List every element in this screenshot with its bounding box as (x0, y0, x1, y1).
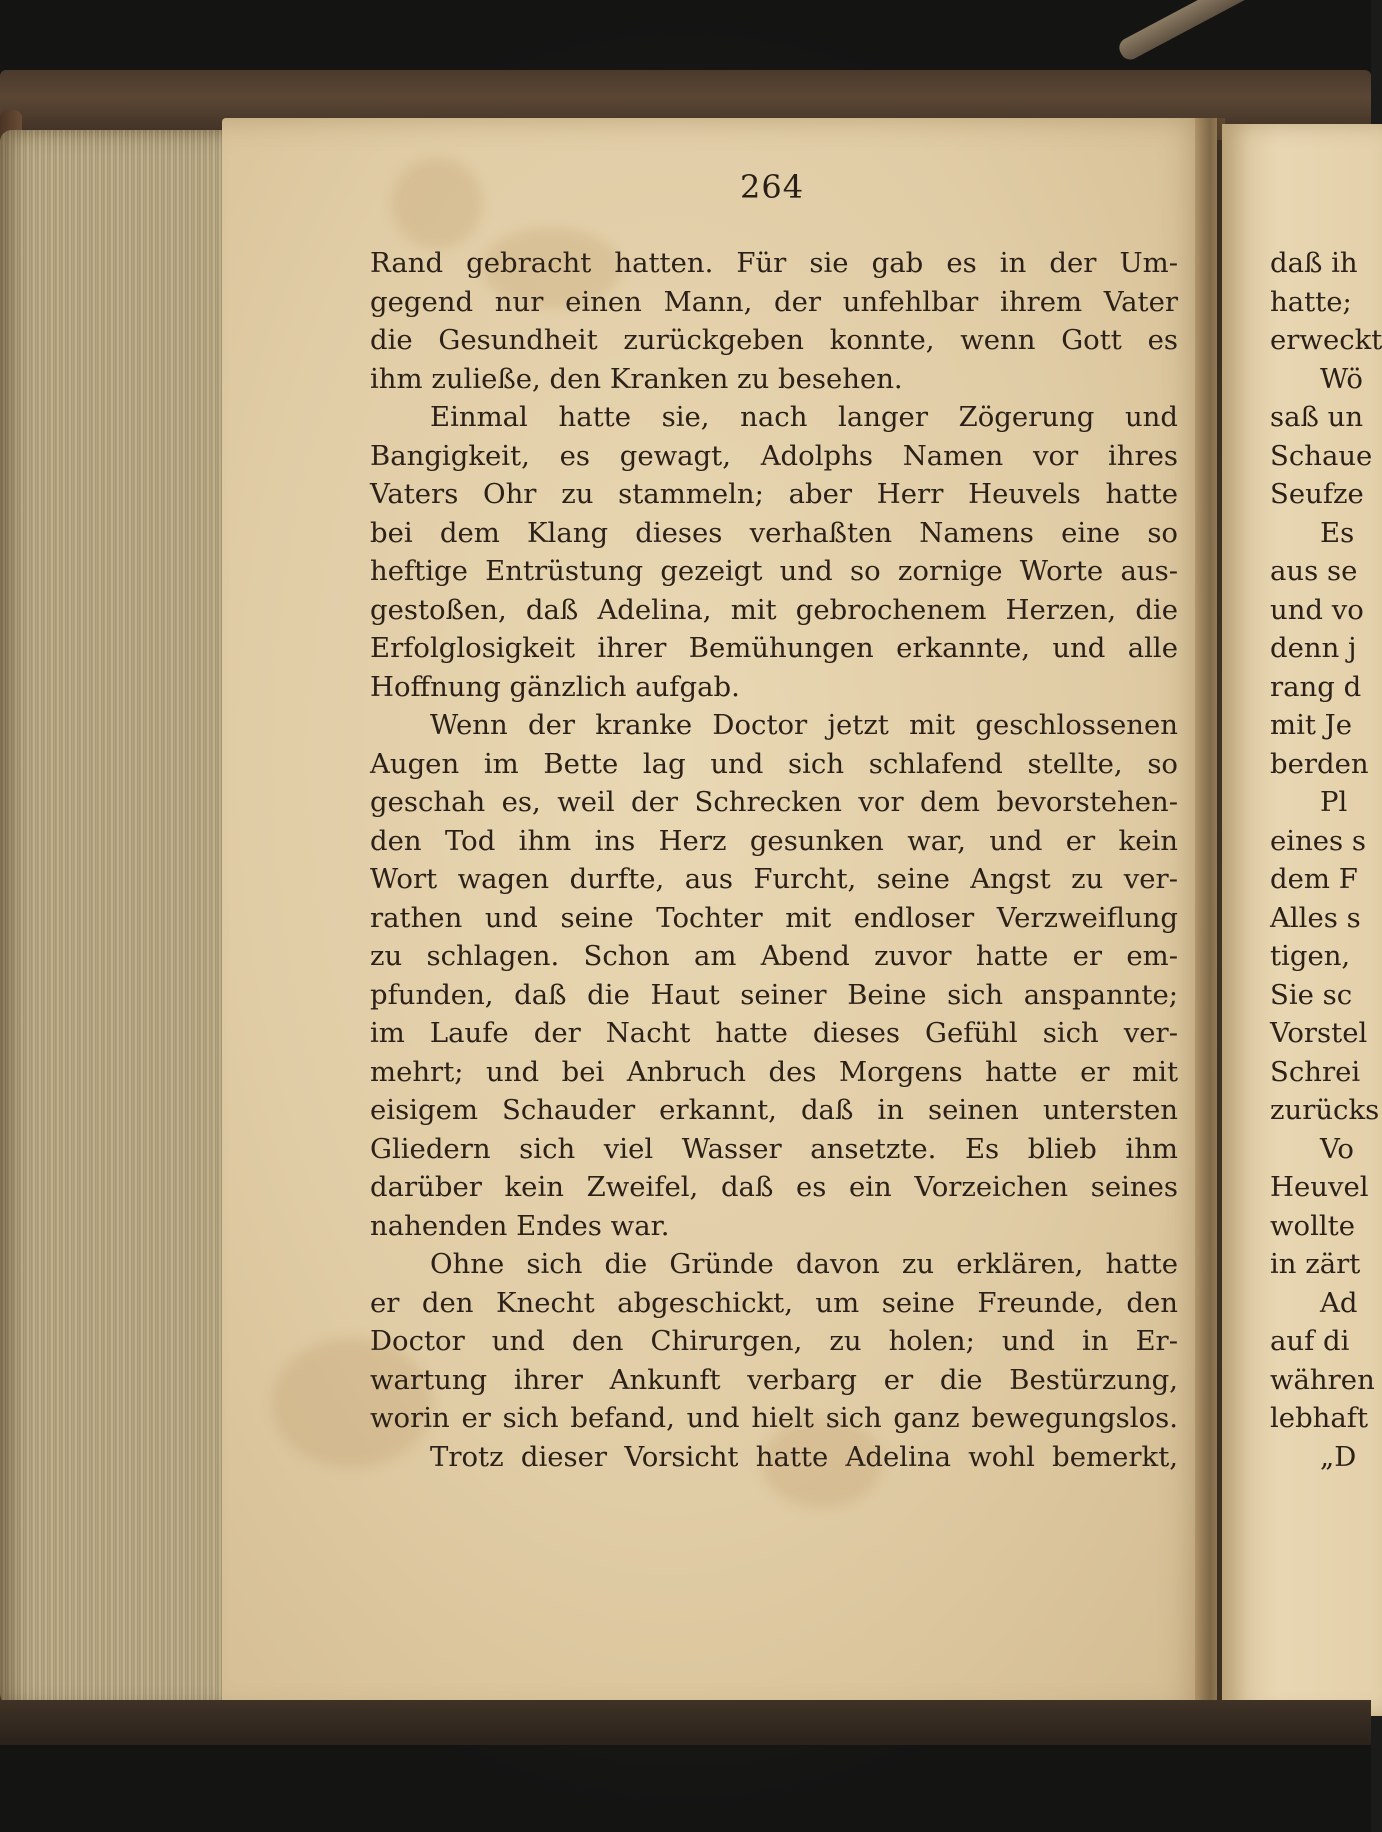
text-line: gestoßen, daß Adelina, mit gebrochenem Herzen, die (370, 593, 1178, 626)
text-line: Ohne sich die Gründe davon zu erklären, hatte (430, 1248, 1178, 1280)
facing-text-line: Ad (1320, 1286, 1358, 1319)
text-line: geschah es, weil der Schrecken vor dem bevorstehen- (370, 786, 1178, 818)
facing-text-line: wollte (1270, 1209, 1356, 1242)
facing-text-line: Heuvel (1270, 1171, 1369, 1203)
facing-text-line: tigen, (1270, 940, 1351, 972)
text-line: Gliedern sich viel Wasser ansetzte. Es blieb ihm (370, 1132, 1178, 1165)
facing-text-line: hatte; (1270, 285, 1352, 318)
facing-text-line: rang d (1270, 670, 1362, 703)
facing-text-line: erweckt (1270, 324, 1382, 356)
page-number: 264 (740, 168, 805, 206)
facing-text-line: eines s (1270, 824, 1367, 857)
facing-page-text (1270, 244, 1382, 1476)
text-line: ihm zuließe, den Kranken zu besehen. (370, 362, 903, 395)
book-gutter (1195, 118, 1225, 1716)
facing-text-line: und vo (1270, 593, 1364, 626)
text-line: pfunden, daß die Haut seiner Beine sich anspannte; (370, 978, 1178, 1011)
facing-text-line: zurücks (1270, 1094, 1380, 1126)
text-line: Bangigkeit, es gewagt, Adolphs Namen vor ihres (370, 439, 1178, 472)
text-line: Einmal hatte sie, nach langer Zögerung und (430, 401, 1178, 433)
text-line: Erfolglosigkeit ihrer Bemühungen erkannte, und alle (370, 632, 1178, 664)
facing-text-line: Seufze (1270, 478, 1364, 510)
facing-text-line: Sie sc (1270, 978, 1353, 1011)
facing-text-line: Wö (1320, 362, 1363, 395)
facing-text-line: denn j (1270, 632, 1357, 664)
text-line: er den Knecht abgeschickt, um seine Freunde, den (370, 1286, 1178, 1319)
text-line: Wort wagen durfte, aus Furcht, seine Angst zu ver- (370, 863, 1178, 895)
text-line: die Gesundheit zurückgeben konnte, wenn Gott es (370, 324, 1178, 356)
facing-text-line: dem F (1270, 863, 1358, 895)
text-line: Rand gebracht hatten. Für sie gab es in der Um- (370, 247, 1178, 279)
text-line: bei dem Klang dieses verhaßten Namens eine so (370, 516, 1178, 549)
facing-text-line: saß un (1270, 401, 1364, 433)
facing-text-line: aus se (1270, 555, 1358, 587)
facing-text-line: mit Je (1270, 709, 1352, 741)
text-line: heftige Entrüstung gezeigt und so zornige Worte aus- (370, 555, 1178, 587)
facing-text-line: Vo (1320, 1132, 1354, 1165)
text-line: nahenden Endes war. (370, 1209, 670, 1242)
facing-text-line: Alles s (1270, 901, 1361, 934)
page-text (370, 244, 1178, 1476)
text-line: mehrt; und bei Anbruch des Morgens hatte er mit (370, 1055, 1178, 1088)
book-cover-bottom (0, 1700, 1371, 1745)
facing-text-line: daß ih (1270, 247, 1358, 279)
text-line: Hoffnung gänzlich aufgab. (370, 670, 740, 703)
text-line: rathen und seine Tochter mit endloser Verzweiflung (370, 901, 1178, 934)
text-line: worin er sich befand, und hielt sich ganz bewegungslos. (370, 1402, 1178, 1434)
paper-stain (392, 158, 482, 248)
facing-text-line: Pl (1320, 786, 1348, 818)
text-line: eisigem Schauder erkannt, daß in seinen untersten (370, 1094, 1178, 1126)
facing-text-line: Vorstel (1270, 1017, 1368, 1049)
bookmark-ribbon (1070, 0, 1289, 79)
text-line: Wenn der kranke Doctor jetzt mit geschlossenen (430, 709, 1178, 741)
facing-text-line: in zärt (1270, 1248, 1361, 1280)
text-line: den Tod ihm ins Herz gesunken war, und er kein (370, 824, 1178, 857)
text-line: Augen im Bette lag und sich schlafend stellte, so (370, 747, 1178, 780)
page-edges (0, 130, 230, 1710)
facing-text-line: Schrei (1270, 1055, 1361, 1088)
text-line: zu schlagen. Schon am Abend zuvor hatte er em- (370, 940, 1178, 972)
facing-text-line: lebhaft (1270, 1402, 1369, 1434)
text-line: im Laufe der Nacht hatte dieses Gefühl sich ver- (370, 1017, 1178, 1049)
text-line: Doctor und den Chirurgen, zu holen; und in Er- (370, 1325, 1178, 1357)
text-line: Vaters Ohr zu stammeln; aber Herr Heuvels hatte (370, 478, 1178, 510)
facing-text-line: Es (1320, 516, 1355, 549)
text-line: wartung ihrer Ankunft verbarg er die Bestürzung, (370, 1363, 1178, 1396)
text-line: gegend nur einen Mann, der unfehlbar ihrem Vater (370, 285, 1178, 318)
facing-text-line: berden (1270, 747, 1369, 780)
facing-text-line: „D (1320, 1440, 1357, 1473)
facing-text-line: auf di (1270, 1325, 1350, 1357)
facing-text-line: Schaue (1270, 439, 1373, 472)
text-line: darüber kein Zweifel, daß es ein Vorzeichen seines (370, 1171, 1178, 1203)
facing-text-line: währen (1270, 1363, 1375, 1396)
text-line: Trotz dieser Vorsicht hatte Adelina wohl bemerkt, (430, 1440, 1178, 1473)
